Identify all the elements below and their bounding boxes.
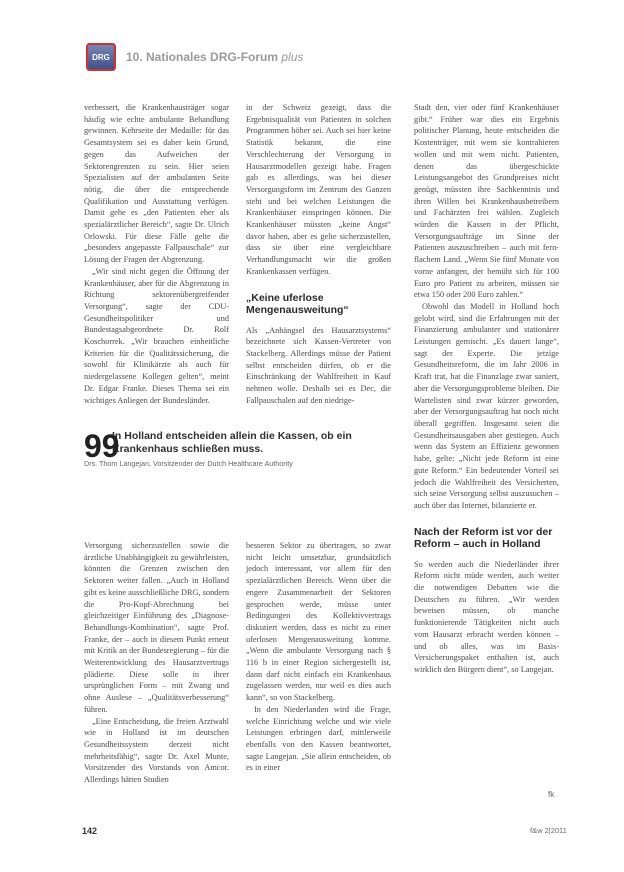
paragraph: „Wir sind nicht gegen die Öffnung der Krankenhäuser, aber für die Abgrenzung in Richtung sektorenübergreifender Versorgung“, sagte der CDU-Gesundheitspolitiker und Bundestagsabgeordnete Dr. Rolf Koschorrek. „Wir brauchen einheitliche Kriterien für die Qualitätssicherung, die sowohl für Klinikärzte als auch für niedergelassene Kollegen gelten“, meint Dr. Edgar Franke. Dieses Thema sei ein wichtiges Anliegen der Bundesländer. [84,266,229,405]
page-number: 142 [82,826,98,836]
article-end-mark: fk [548,790,555,799]
paragraph: In den Niederlanden wird die Frage, welche Einrichtung welche und wie viele Leistungen erbringen darf, mittlerweile ebenfalls von den Kassen beantwortet, sagte Langejan. „Sie allein entscheiden, ob es in einer [246,704,391,773]
paragraph: Als „Anhängsel des Hausarztsystems“ bezeichnete sich Kassen-Vertreter von Stackelberg. Allerdings müsse der Patient selbst entscheiden dürfen, ob er die Einschränkung der Wahlfreiheit in Kauf nehmen wolle. Deshalb sei es Dec, die Fallpauschalen auf den niedrige- [246,325,391,405]
page-header [86,40,303,74]
column-3 [414,102,559,676]
subheading-no-volume-expansion: „Keine uferlose Mengenausweitung“ [246,291,349,317]
column-1-bottom [84,540,229,786]
column-1-top [84,102,229,406]
paragraph: besseren Sektor zu übertragen, so zwar nicht leicht umsetzbar, grundsätzlich jedoch interessant, vor allem für den spezialärztlichen Bereich. Wenn über die engere Zusammenarbeit der Sektoren gesprochen werde, müsse unter Bedingungen des Kollektivvertrags diskutiert werden, dass es nicht zu einer uferlosen Mengenausweitung komme. „Wenn die ambulante Versorgung nach § 116 b in einer Region sichergestellt ist, dann darf nicht einfach ein Krankenhaus zugelassen werden, nur weil es dies auch kann“, so von Stackelberg. [246,541,391,703]
paragraph: So werden auch die Niederländer ihrer Reform nicht müde werden, auch weiter die notwendigen Debatten wie die Deutschen zu führen. „Wir werden beweisen müssen, ob manche funktionierende Tätigkeiten nicht auch vom Hausarzt erbracht werden können – und ob alles, was im Basis-Versicherungspaket enthalten ist, auch wirklich den Bürgern dient“, so Langejan. [414,559,559,674]
paragraph: verbessert, die Krankenhausträger sogar häufig wie echte ambulante Behandlung gewinnen. Kehrseite der Medaille: für das Gesamtsystem sei es daher kein Grund, gegen das Aufweichen der Sektorengrenzen zu sein. Hier seien Spezialisten auf der ambulanten Seite nötig, die über die entsprechende Qualifikation und Ausstattung verfügen. Damit gehe es „den Patienten eher als spezialärztlicher Bereich“, sagte Dr. Ulrich Orlowski. Für diese Fälle gelte die „besonders angepasste Fallpauschale“ zur Lösung der Fragen der Abgrenzung. [84,103,229,265]
paragraph: „Eine Entscheidung, die freien Arztwahl wie in Holland ist im deutschen Gesundheitssystem derzeit nicht mehrheitsfähig“, sagte Dr. Axel Munte, Vorsitzender des Vorstands von Amcor. Allerdings hätten Studien [84,716,229,785]
header-title-suffix: plus [281,50,304,64]
issue-label: f&w 2|2011 [530,826,567,835]
header-title [126,50,303,64]
paragraph: Stadt den, vier oder fünf Krankenhäuser gibt.“ Früher war dies ein Ergebnis politischer Planung, heute entscheiden die Kostenträger, mit wem sie kontrahieren wollen und mit wem nicht. Patienten, denen das übergeschickte Leistungsangebot des Grundpreises nicht genügt, müssten ihre Sachkenntnis und ihren Willen bei Krankenhausbetreibern und Fachärzten frei wählen. Zugleich würden die Kassen in der Pflicht, Versorgungsaufträge im Sinne der Patienten auszuschreiben – auch mit fern-flachem Land. „Wenn Sie fünf Monate von vorne anfangen, der bemüht sich für 100 Euro pro Patient zu arbeiten, müssen sie etwa 150 oder 200 Euro zahlen.“ [414,103,559,300]
column-2-bottom [246,540,391,774]
pull-quote [84,430,404,468]
subheading-after-reform: Nach der Reform ist vor der Reform – auch in Holland [414,525,553,551]
paragraph: in der Schweiz gezeigt, dass die Ergebnisqualität von Patienten in solchen Programmen höher sei. Auch sei hier keine Statistik bekannt, die eine Verschlechterung der Versorgung in Hausarztmodellen gezeigt habe. Fragen gab es allerdings, was bei dieser Versorgungsform im Zentrum des Ganzen steht und bei welchen Leistungen die Krankenhäuser einspringen können. Die Krankenhäuser müssten „keine Angst“ davor haben, aber es gelte sicherzustellen, dass sie über eine vergleichbare Verhandlungsmacht wie die großen Krankenkassen verfügen. [246,103,391,276]
paragraph: Obwohl das Modell in Holland hoch gelobt wird, sind die Erfahrungen mit der Finanzierung ambulanter und stationärer Leistungen gemischt. „Es dauert lange“, sagt der Experte. Die jetzige Gesundheitsreform, die im Jahr 2006 in Kraft trat, hat die Finanzlage zwar saniert, aber die Versorgungsprobleme bleiben. Die Wartelisten sind zwar kürzer geworden, aber der Versorgungsauftrag hat noch nicht überall gegriffen. Insgesamt seien die Gesundheitsausgaben aber gestiegen. Auch wenn das System an Effizienz gewonnen habe, gelte: „Nicht jede Reform ist eine gute Reform.“ Ein bedeutender Vorteil sei jedoch die Wahlfreiheit des Versicherten, sich seine Versorgung selbst auszusuchen – auch über das Internet, bilanzierte er. [414,301,559,510]
logo-text: DRG [92,52,110,62]
pull-quote-source: Drs. Thom Langejan, Vorsitzender der Dutch Healthcare Authority [84,459,293,468]
drg-forum-logo [86,43,116,71]
header-title-main: 10. Nationales DRG-Forum [126,50,279,64]
pull-quote-text: In Holland entscheiden allein die Kassen, ob ein Krankenhaus schließen muss. [112,430,352,455]
quote-mark-icon: 99 [84,428,120,464]
paragraph: Versorgung sicherzustellen sowie die ärztliche Unabhängigkeit zu gewährleisten, könnten die Grenzen zwischen den Sektoren weiter fallen. „Auch in Holland gibt es keine ausschließliche DRG, sondern die Pro-Kopf-Abrechnung bei gleichzeitiger Einführung des „Diagnose-Behandlungs-Kombination“, sagte Prof. Franke, der – auch in diesem Punkt erneut mit Kritik an der Bundesregierung – für die Weiterentwicklung des Hausarztvertrags plädierte. Diese solle in ihrer ursprünglichen Form – mit Zwang und ohne Auslese – „Qualitätsverbesserung“ führen. [84,541,229,714]
column-2-top [246,102,391,406]
